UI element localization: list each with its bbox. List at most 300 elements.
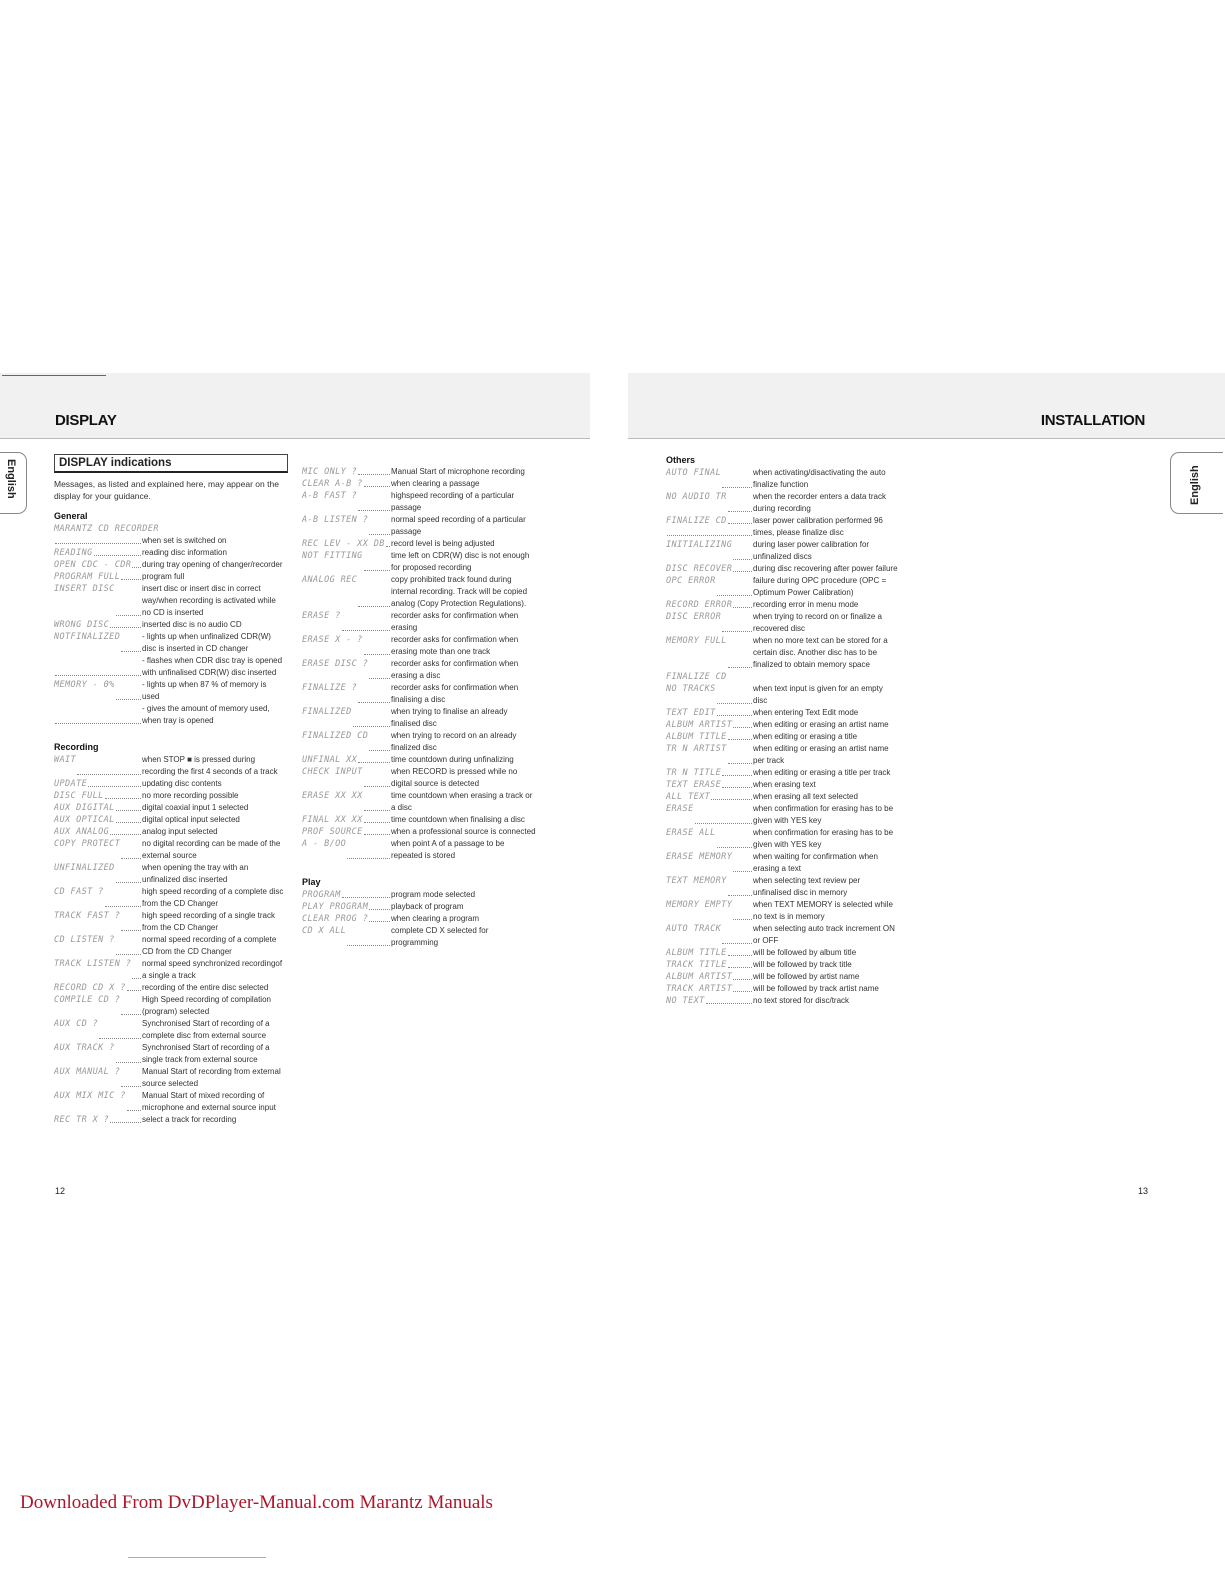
display-message-entry (666, 527, 899, 539)
display-indications-heading: DISPLAY indications (54, 454, 288, 473)
display-message-entry (666, 467, 899, 491)
recording-heading: Recording (54, 742, 99, 752)
display-code: REC TR X ? (54, 1115, 110, 1125)
display-message-entry (302, 550, 537, 574)
dot-leader (116, 804, 141, 811)
play-list (302, 889, 537, 949)
display-code: ALL TEXT (666, 792, 711, 802)
dot-leader (733, 985, 752, 992)
dot-leader (116, 816, 141, 823)
dot-leader (116, 693, 141, 700)
dot-leader (116, 948, 141, 955)
display-message-entry (54, 790, 286, 802)
display-message-entry (302, 658, 537, 682)
display-code: PLAY PROGRAM (302, 902, 369, 912)
display-code: CLEAR A-B ? (302, 479, 363, 489)
display-description: when selecting text review per unfinalised disc in memory (753, 876, 861, 897)
display-message-entry (54, 910, 286, 934)
dot-leader (364, 564, 390, 571)
display-message-entry (302, 634, 537, 658)
display-code: AUX DIGITAL (54, 803, 115, 813)
dot-leader (116, 876, 141, 883)
right-header-band (628, 373, 1225, 439)
display-code: TRACK LISTEN ? (54, 959, 132, 969)
display-code: TR N ARTIST (666, 744, 727, 754)
display-description: during disc recovering after power failure (753, 564, 898, 573)
display-code: WAIT (54, 755, 77, 765)
display-message-entry (54, 814, 286, 826)
dot-leader (358, 504, 390, 511)
display-code: CD LISTEN ? (54, 935, 115, 945)
display-description: when no more text can be stored for a certain disc. Another disc has to be finalized to obtain memory space (753, 636, 888, 669)
display-message-entry (54, 994, 286, 1018)
display-code: ALBUM TITLE (666, 732, 727, 742)
display-description: when erasing all text selected (753, 792, 858, 801)
play-heading: Play (302, 877, 321, 887)
display-description: when TEXT MEMORY is selected while no text is in memory (753, 900, 893, 921)
dot-leader (369, 903, 390, 910)
display-message-entry (666, 635, 899, 671)
display-code: A-B FAST ? (302, 491, 358, 501)
display-description: select a track for recording (142, 1115, 237, 1124)
display-message-entry (54, 1114, 286, 1126)
dot-leader (77, 768, 141, 775)
display-code: WRONG DISC (54, 620, 110, 630)
display-description: will be followed by track title (753, 960, 852, 969)
display-code: FINAL XX XX (302, 815, 363, 825)
dot-leader (369, 528, 390, 535)
dot-leader (364, 804, 390, 811)
display-code: TRACK TITLE (666, 960, 727, 970)
display-description: when confirmation for erasing has to be given with YES key (753, 804, 894, 825)
display-description: - flashes when CDR disc tray is opened with unfinalised CDR(W) disc inserted (142, 656, 283, 677)
display-description: when editing or erasing a title per track (753, 768, 891, 777)
general-heading: General (54, 511, 88, 521)
display-description: - lights up when 87 % of memory is used (142, 680, 267, 701)
display-message-entry (54, 583, 286, 619)
display-code: RECORD CD X ? (54, 983, 126, 993)
dot-leader (105, 900, 141, 907)
display-description: when set is switched on (142, 536, 227, 545)
display-message-entry (666, 491, 899, 515)
display-message-entry (666, 827, 899, 851)
display-description: complete CD X selected for programming (391, 926, 489, 947)
display-message-entry (666, 851, 899, 875)
display-code: TRACK FAST ? (54, 911, 121, 921)
top-rule (2, 375, 106, 376)
display-message-entry (302, 466, 537, 478)
display-description: high speed recording of a single track from the CD Changer (142, 911, 275, 932)
display-message-entry (302, 925, 537, 949)
display-code: A - B/OO (302, 839, 347, 849)
display-code: NOTFINALIZED (54, 632, 121, 642)
display-description: when selecting auto track increment ON or OFF (753, 924, 895, 945)
display-message-entry (54, 619, 286, 631)
dot-leader (55, 537, 141, 544)
dot-leader (728, 517, 752, 524)
display-code: PROF SOURCE (302, 827, 363, 837)
display-code: PROGRAM (302, 890, 341, 900)
dot-leader (717, 709, 752, 716)
display-description: when opening the tray with an unfinalized disc inserted (142, 863, 249, 884)
display-description: will be followed by track artist name (753, 984, 879, 993)
display-code: RECORD ERROR (666, 600, 733, 610)
display-message-entry (54, 838, 286, 862)
display-code: CD FAST ? (54, 887, 104, 897)
column-general-recording (54, 510, 286, 1126)
display-description: Synchronised Start of recording of a single track from external source (142, 1043, 270, 1064)
display-message-entry (302, 682, 537, 706)
display-message-entry (666, 959, 899, 971)
display-description: no digital recording can be made of the external source (142, 839, 281, 860)
display-message-entry (666, 563, 899, 575)
display-description: inserted disc is no audio CD (142, 620, 242, 629)
display-message-entry (54, 982, 286, 994)
display-description: recorder asks for confirmation when erasing (391, 611, 519, 632)
left-header-rule (0, 438, 590, 439)
dot-leader (121, 1008, 141, 1015)
dot-leader (121, 924, 141, 931)
dot-leader (733, 865, 752, 872)
display-description: normal speed recording of a particular passage (391, 515, 526, 536)
display-code: ERASE MEMORY (666, 852, 733, 862)
display-description: will be followed by album title (753, 948, 857, 957)
display-code: ERASE ? (302, 611, 341, 621)
display-message-entry (666, 791, 899, 803)
dot-leader (121, 645, 141, 652)
display-description: when erasing text (753, 780, 816, 789)
display-code: ERASE ALL (666, 828, 716, 838)
display-description: digital coaxial input 1 selected (142, 803, 249, 812)
display-description: when clearing a program (391, 914, 480, 923)
dot-leader (127, 984, 141, 991)
display-code: CHECK INPUT (302, 767, 363, 777)
display-code: ERASE XX XX (302, 791, 363, 801)
others-heading: Others (666, 455, 696, 465)
dot-leader (347, 852, 390, 859)
display-message-entry (54, 535, 286, 547)
download-footer-link[interactable]: Downloaded From DvDPlayer-Manual.com Marantz Manuals (20, 1492, 493, 1513)
dot-leader (706, 997, 752, 1004)
dot-leader (733, 565, 752, 572)
display-message-entry (302, 766, 537, 790)
display-description: when editing or erasing an artist name per track (753, 744, 889, 765)
dot-leader (88, 780, 141, 787)
display-message-entry (666, 947, 899, 959)
footer-underline (128, 1557, 266, 1558)
display-description: recording of the entire disc selected (142, 983, 269, 992)
display-message-entry (302, 730, 537, 754)
dot-leader (364, 780, 390, 787)
display-code: MEMORY - 0% (54, 680, 115, 690)
display-message-entry (302, 901, 537, 913)
dot-leader (94, 549, 141, 556)
dot-leader (364, 648, 390, 655)
display-code: READING (54, 548, 93, 558)
display-description: when editing or erasing a title (753, 732, 858, 741)
dot-leader (717, 697, 752, 704)
display-description: when the recorder enters a data track during recording (753, 492, 886, 513)
display-description: when waiting for confirmation when erasing a text (753, 852, 878, 873)
display-description: during laser power calibration for unfinalized discs (753, 540, 870, 561)
display-code: AUX OPTICAL (54, 815, 115, 825)
display-code: NOT FITTING (302, 551, 363, 561)
display-message-entry (666, 611, 899, 635)
display-code: TEXT ERASE (666, 780, 722, 790)
display-description: reading disc information (142, 548, 227, 557)
display-description: when point A of a passage to be repeated is stored (391, 839, 505, 860)
display-description: analog input selected (142, 827, 218, 836)
dot-leader (728, 757, 752, 764)
dot-leader (99, 1032, 141, 1039)
display-message-entry (302, 514, 537, 538)
dot-leader (369, 915, 390, 922)
dot-leader (717, 589, 752, 596)
display-message-entry (54, 547, 286, 559)
display-description: will be followed by artist name (753, 972, 860, 981)
display-code: AUTO FINAL (666, 468, 722, 478)
display-description: recording error in menu mode (753, 600, 859, 609)
dot-leader (386, 540, 390, 547)
column-recording-play (302, 466, 537, 949)
display-code: MEMORY EMPTY (666, 900, 733, 910)
display-message-entry (54, 1066, 286, 1090)
dot-leader (110, 621, 141, 628)
display-code: FINALIZE CD (666, 672, 727, 682)
display-description: Manual Start of microphone recording (391, 467, 525, 476)
display-message-entry (666, 575, 899, 599)
dot-leader (728, 961, 752, 968)
dot-leader (722, 769, 752, 776)
display-code: UPDATE (54, 779, 88, 789)
display-description: when activating/disactivating the auto finalize function (753, 468, 886, 489)
display-description: when clearing a passage (391, 479, 480, 488)
display-code: DISC ERROR (666, 612, 722, 622)
display-message-entry (54, 886, 286, 910)
display-message-entry (302, 610, 537, 634)
display-message-entry (302, 826, 537, 838)
display-message-entry (302, 538, 537, 550)
display-message-entry (666, 767, 899, 779)
dot-leader (722, 781, 752, 788)
display-code: TRACK ARTIST (666, 984, 733, 994)
display-code: NO AUDIO TR (666, 492, 727, 502)
display-description: High Speed recording of compilation (program) selected (142, 995, 271, 1016)
display-description: when confirmation for erasing has to be given with YES key (753, 828, 894, 849)
left-header-band (0, 373, 590, 439)
display-code: FINALIZED (302, 707, 352, 717)
display-code: ALBUM ARTIST (666, 972, 733, 982)
dot-leader (728, 949, 752, 956)
page-number-right: 13 (1138, 1186, 1149, 1196)
dot-leader (55, 669, 141, 676)
dot-leader (116, 609, 141, 616)
general-list (54, 523, 286, 727)
display-description: Synchronised Start of recording of a complete disc from external source (142, 1019, 270, 1040)
display-message-entry (666, 599, 899, 611)
display-message-entry (666, 683, 899, 707)
display-message-entry (54, 1090, 286, 1114)
display-message-entry (666, 779, 899, 791)
dot-leader (722, 481, 752, 488)
display-description: - lights up when unfinalized CDR(W) disc is inserted in CD changer (142, 632, 271, 653)
display-message-entry (302, 478, 537, 490)
dot-leader (55, 717, 141, 724)
right-header-rule (628, 438, 1225, 439)
display-description: failure during OPC procedure (OPC = Optimum Power Calibration) (753, 576, 887, 597)
dot-leader (369, 672, 390, 679)
display-code: TEXT MEMORY (666, 876, 727, 886)
dot-leader (358, 600, 390, 607)
dot-leader (132, 561, 141, 568)
display-description: time left on CDR(W) disc is not enough for proposed recording (391, 551, 530, 572)
display-code: FINALIZE CD (666, 516, 727, 526)
display-message-entry (54, 631, 286, 655)
dot-leader (733, 553, 752, 560)
dot-leader (353, 720, 390, 727)
dot-leader (733, 973, 752, 980)
dot-leader (358, 756, 390, 763)
dot-leader (347, 939, 390, 946)
display-code: TEXT EDIT (666, 708, 716, 718)
display-description: recorder asks for confirmation when erasing a disc (391, 659, 519, 680)
display-code: ALBUM ARTIST (666, 720, 733, 730)
dot-leader (105, 792, 141, 799)
display-code: AUTO TRACK (666, 924, 722, 934)
display-description: laser power calibration performed 96 (753, 516, 883, 525)
display-message-entry (666, 983, 899, 995)
page-number-left: 12 (55, 1186, 66, 1196)
display-message-entry (666, 539, 899, 563)
display-message-entry (666, 875, 899, 899)
display-description: high speed recording of a complete disc from the CD Changer (142, 887, 284, 908)
dot-leader (121, 573, 141, 580)
display-message-entry (54, 559, 286, 571)
display-code: COMPILE CD ? (54, 995, 121, 1005)
display-message-entry (666, 971, 899, 983)
display-description: record level is being adjusted (391, 539, 495, 548)
display-description: when trying to record on or finalize a recovered disc (753, 612, 882, 633)
display-code: ANALOG REC (302, 575, 358, 585)
dot-leader (728, 661, 752, 668)
display-description: playback of program (391, 902, 464, 911)
display-message-entry (54, 802, 286, 814)
display-code: MARANTZ CD RECORDER (54, 524, 159, 534)
display-description: Manual Start of recording from external source selected (142, 1067, 281, 1088)
dot-leader (733, 721, 752, 728)
display-description: when a professional source is connected (391, 827, 536, 836)
display-description: when trying to finalise an already finalised disc (391, 707, 508, 728)
display-description: time countdown when erasing a track or a disc (391, 791, 533, 812)
display-code: MEMORY FULL (666, 636, 727, 646)
display-description: times, please finalize disc (753, 528, 844, 537)
display-message-entry (302, 754, 537, 766)
dot-leader (733, 913, 752, 920)
display-message-entry (302, 790, 537, 814)
display-description: program full (142, 572, 185, 581)
display-description: when STOP ■ is pressed during recording the first 4 seconds of a track (142, 755, 278, 776)
display-message-entry (54, 571, 286, 583)
display-description: time countdown during unfinalizing (391, 755, 514, 764)
dot-leader (110, 1116, 141, 1123)
display-message-entry (54, 523, 286, 535)
dot-leader (364, 828, 390, 835)
display-description: time countdown when finalising a disc (391, 815, 525, 824)
dot-leader (364, 480, 390, 487)
display-description: no text stored for disc/track (753, 996, 850, 1005)
dot-leader (342, 891, 390, 898)
display-description: when entering Text Edit mode (753, 708, 859, 717)
display-message-entry (54, 655, 286, 679)
dot-leader (116, 1056, 141, 1063)
display-code: ALBUM TITLE (666, 948, 727, 958)
display-code: ERASE X - ? (302, 635, 363, 645)
page-title-display: DISPLAY (55, 412, 117, 429)
display-code: DISC RECOVER (666, 564, 733, 574)
display-message-entry (54, 1018, 286, 1042)
display-description: normal speed synchronized recordingof a single a track (142, 959, 283, 980)
display-code: INSERT DISC (54, 584, 115, 594)
display-code: OPC ERROR (666, 576, 716, 586)
dot-leader (121, 1080, 141, 1087)
display-code: ERASE DISC ? (302, 659, 369, 669)
dot-leader (358, 468, 390, 475)
display-description: highspeed recording of a particular passage (391, 491, 515, 512)
recording-continued-list (302, 466, 537, 862)
display-code: NO TRACKS (666, 684, 716, 694)
display-code: ERASE (666, 804, 694, 814)
display-message-entry (666, 731, 899, 743)
display-message-entry (54, 778, 286, 790)
display-code: AUX ANALOG (54, 827, 110, 837)
display-description: when text input is given for an empty disc (753, 684, 883, 705)
dot-leader (717, 841, 752, 848)
dot-leader (358, 696, 390, 703)
display-description: no more recording possible (142, 791, 239, 800)
display-description: Manual Start of mixed recording of microphone and external source input (142, 1091, 276, 1112)
display-code: TR N TITLE (666, 768, 722, 778)
display-message-entry (54, 862, 286, 886)
dot-leader (127, 1104, 141, 1111)
display-message-entry (666, 671, 899, 683)
display-message-entry (54, 1042, 286, 1066)
display-code: UNFINAL XX (302, 755, 358, 765)
display-description: insert disc or insert disc in correct way/when recording is activated while no CD is inserted (142, 584, 276, 617)
language-tab-label: English (1189, 465, 1201, 505)
display-message-entry (666, 995, 899, 1007)
language-tab-left (0, 452, 27, 514)
display-message-entry (666, 719, 899, 731)
display-description: during tray opening of changer/recorder (142, 560, 283, 569)
dot-leader (695, 817, 752, 824)
display-code: FINALIZED CD (302, 731, 369, 741)
display-message-entry (54, 826, 286, 838)
display-code: MIC ONLY ? (302, 467, 358, 477)
dot-leader (364, 816, 390, 823)
dot-leader (342, 624, 390, 631)
display-message-entry (302, 814, 537, 826)
display-description: when editing or erasing an artist name (753, 720, 889, 729)
dot-leader (369, 744, 390, 751)
recording-list (54, 754, 286, 1126)
display-code: PROGRAM FULL (54, 572, 121, 582)
language-tab-right (1170, 452, 1223, 514)
column-others (666, 454, 899, 1007)
display-code: OPEN CDC - CDR (54, 560, 132, 570)
display-description: - gives the amount of memory used, when tray is opened (142, 704, 270, 725)
dot-leader (728, 889, 752, 896)
display-code: INITIALIZING (666, 540, 733, 550)
